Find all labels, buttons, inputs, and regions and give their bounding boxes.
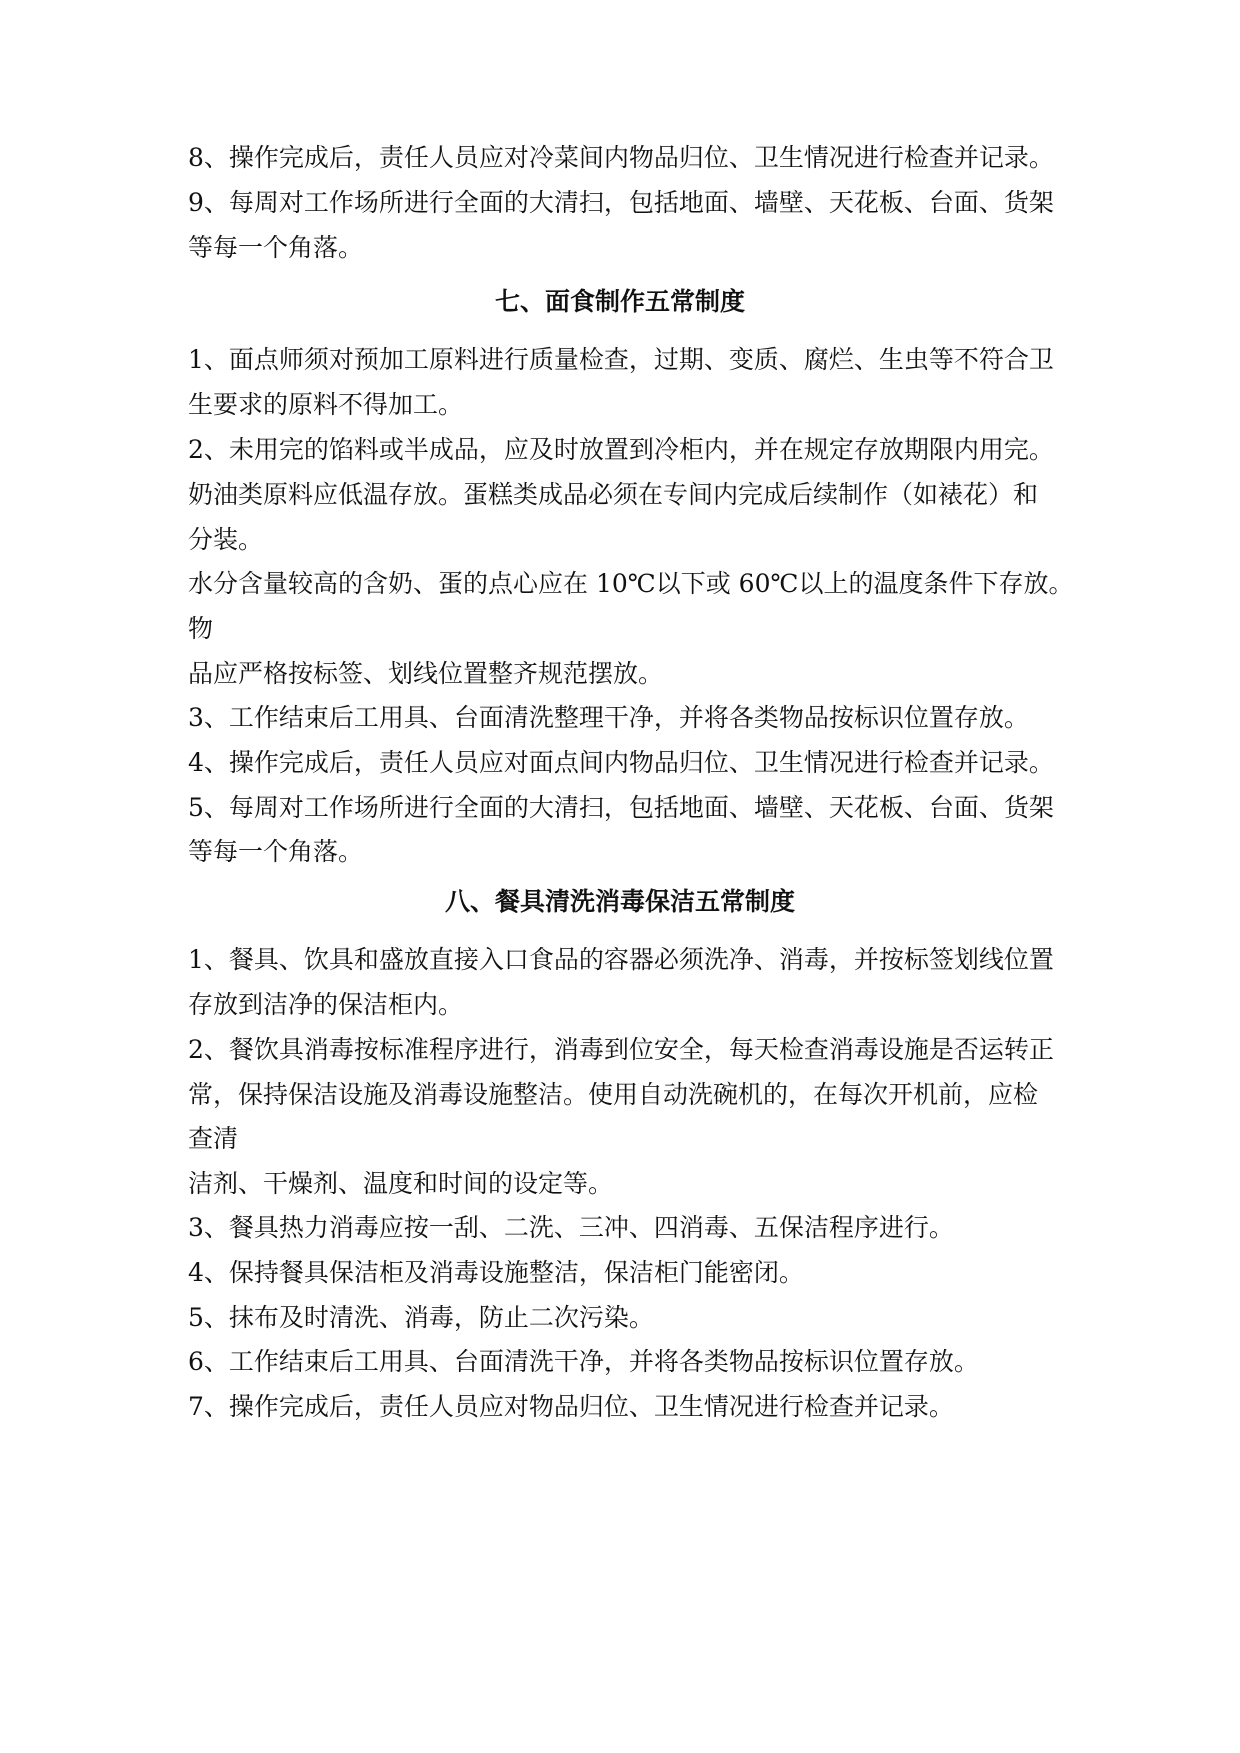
section-heading: 八、餐具清洗消毒保洁五常制度 bbox=[444, 887, 795, 916]
paragraph-line: 查清 bbox=[188, 1124, 239, 1153]
paragraph-line: 2、餐饮具消毒按标准程序进行，消毒到位安全，每天检查消毒设施是否运转正 bbox=[188, 1035, 1054, 1064]
paragraph-line: 品应严格按标签、划线位置整齐规范摆放。 bbox=[188, 659, 664, 688]
paragraph-line: 等每一个角落。 bbox=[188, 233, 364, 262]
paragraph-line: 物 bbox=[188, 614, 214, 643]
paragraph-line: 等每一个角落。 bbox=[188, 837, 364, 866]
paragraph-line: 3、工作结束后工用具、台面清洗整理干净，并将各类物品按标识位置存放。 bbox=[188, 703, 1029, 732]
paragraph-line: 5、每周对工作场所进行全面的大清扫，包括地面、墙壁、天花板、台面、货架 bbox=[188, 793, 1054, 822]
paragraph-line: 8、操作完成后，责任人员应对冷菜间内物品归位、卫生情况进行检查并记录。 bbox=[188, 143, 1054, 172]
paragraph-line: 奶油类原料应低温存放。蛋糕类成品必须在专间内完成后续制作（如裱花）和 bbox=[188, 480, 1039, 509]
paragraph-line: 9、每周对工作场所进行全面的大清扫，包括地面、墙壁、天花板、台面、货架 bbox=[188, 188, 1054, 217]
paragraph-line: 2、未用完的馅料或半成品，应及时放置到冷柜内，并在规定存放期限内用完。 bbox=[188, 435, 1054, 464]
paragraph-line: 常，保持保洁设施及消毒设施整洁。使用自动洗碗机的，在每次开机前，应检 bbox=[188, 1080, 1039, 1109]
paragraph-line: 6、工作结束后工用具、台面清洗干净，并将各类物品按标识位置存放。 bbox=[188, 1347, 979, 1376]
paragraph-line: 3、餐具热力消毒应按一刮、二洗、三冲、四消毒、五保洁程序进行。 bbox=[188, 1213, 954, 1242]
paragraph-line: 水分含量较高的含奶、蛋的点心应在 10℃以下或 60℃以上的温度条件下存放。 bbox=[188, 569, 1074, 598]
paragraph-line: 生要求的原料不得加工。 bbox=[188, 390, 464, 419]
paragraph-line: 4、操作完成后，责任人员应对面点间内物品归位、卫生情况进行检查并记录。 bbox=[188, 748, 1054, 777]
paragraph-line: 4、保持餐具保洁柜及消毒设施整洁，保洁柜门能密闭。 bbox=[188, 1258, 804, 1287]
paragraph-line: 洁剂、干燥剂、温度和时间的设定等。 bbox=[188, 1169, 614, 1198]
paragraph-line: 7、操作完成后，责任人员应对物品归位、卫生情况进行检查并记录。 bbox=[188, 1392, 954, 1421]
paragraph-line: 存放到洁净的保洁柜内。 bbox=[188, 990, 464, 1019]
section-heading: 七、面食制作五常制度 bbox=[494, 287, 745, 316]
paragraph-line: 1、面点师须对预加工原料进行质量检查，过期、变质、腐烂、生虫等不符合卫 bbox=[188, 345, 1054, 374]
paragraph-line: 1、餐具、饮具和盛放直接入口食品的容器必须洗净、消毒，并按标签划线位置 bbox=[188, 945, 1054, 974]
paragraph-line: 分装。 bbox=[188, 525, 264, 554]
paragraph-line: 5、抹布及时清洗、消毒，防止二次污染。 bbox=[188, 1303, 654, 1332]
